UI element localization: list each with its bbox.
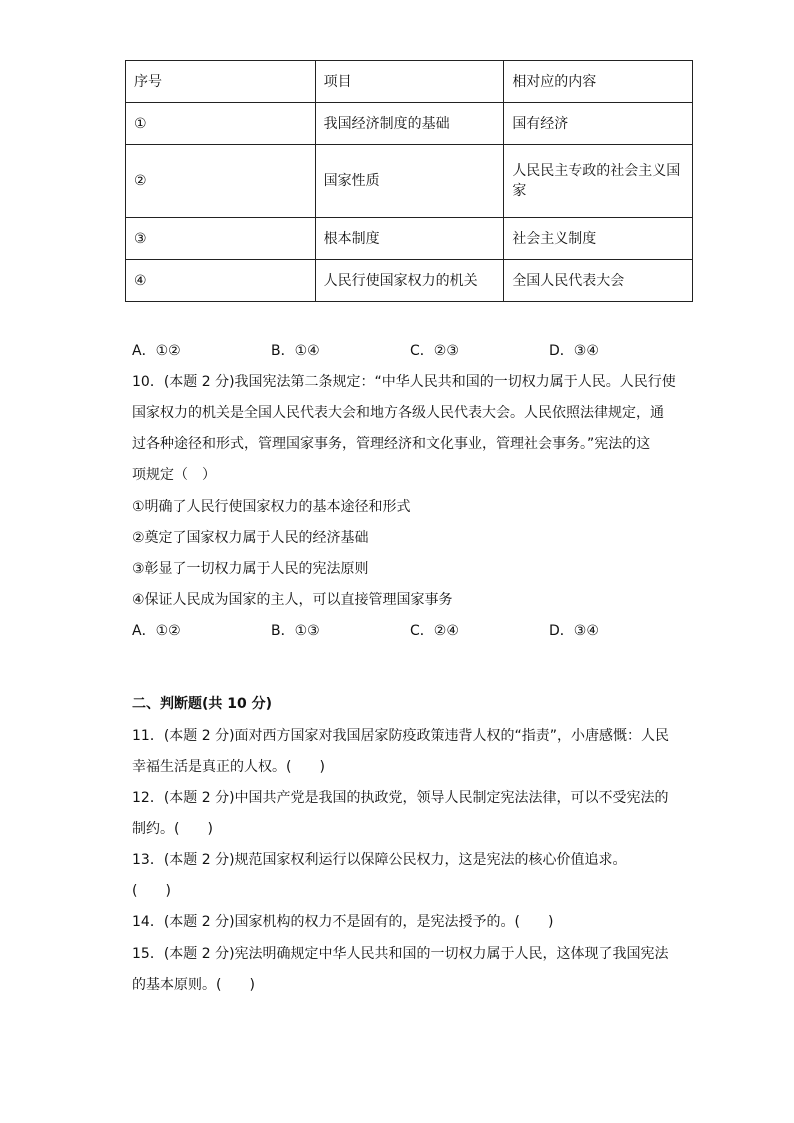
items-table bbox=[125, 60, 693, 302]
table-row bbox=[126, 218, 693, 260]
q10-stem-line: 10．(本题 2 分)我国宪法第二条规定：“中华人民共和国的一切权力属于人民。人民行使 bbox=[132, 374, 676, 390]
judge-question-line: 14．(本题 2 分)国家机构的权力不是固有的，是宪法授予的。( ) bbox=[132, 914, 554, 930]
table-cell: ③ bbox=[126, 218, 316, 260]
option-d[interactable]: D．③④ bbox=[549, 343, 599, 359]
table-header-cell: 序号 bbox=[126, 61, 316, 103]
q9-options bbox=[132, 341, 692, 361]
table-cell: 根本制度 bbox=[315, 218, 504, 260]
judge-question-line: 制约。( ) bbox=[132, 821, 213, 837]
table-row bbox=[126, 260, 693, 302]
judge-question-line: 13．(本题 2 分)规范国家权利运行以保障公民权力，这是宪法的核心价值追求。 bbox=[132, 852, 627, 868]
table-header-row bbox=[126, 61, 693, 103]
q10-statement: ③彰显了一切权力属于人民的宪法原则 bbox=[132, 561, 369, 577]
judge-question-line: 幸福生活是真正的人权。( ) bbox=[132, 759, 325, 775]
option-b[interactable]: B．①④ bbox=[271, 343, 320, 359]
table-cell: ① bbox=[126, 103, 316, 145]
table-cell: 人民民主专政的社会主义国家 bbox=[504, 145, 693, 218]
option-c[interactable]: C．②④ bbox=[410, 623, 459, 639]
judge-question-line: 15．(本题 2 分)宪法明确规定中华人民共和国的一切权力属于人民，这体现了我国宪法 bbox=[132, 946, 669, 962]
judge-question-line: 的基本原则。( ) bbox=[132, 977, 255, 993]
table-cell: 国家性质 bbox=[315, 145, 504, 218]
table-row bbox=[126, 145, 693, 218]
option-c[interactable]: C．②③ bbox=[410, 343, 459, 359]
option-b[interactable]: B．①③ bbox=[271, 623, 320, 639]
judge-question-line: ( ) bbox=[132, 883, 171, 899]
table-cell: ② bbox=[126, 145, 316, 218]
option-d[interactable]: D．③④ bbox=[549, 623, 599, 639]
section-title: 二、判断题(共 10 分) bbox=[132, 696, 273, 712]
table-cell: 我国经济制度的基础 bbox=[315, 103, 504, 145]
q10-options bbox=[132, 621, 692, 641]
judge-question-line: 11．(本题 2 分)面对西方国家对我国居家防疫政策违背人权的“指责”，小唐感慨：人民 bbox=[132, 728, 670, 744]
q10-stem-line: 项规定（ ） bbox=[132, 467, 216, 483]
q10-statement: ①明确了人民行使国家权力的基本途径和形式 bbox=[132, 499, 411, 515]
table-cell: 全国人民代表大会 bbox=[504, 260, 693, 302]
q10-statement: ④保证人民成为国家的主人，可以直接管理国家事务 bbox=[132, 592, 453, 608]
judge-question-line: 12．(本题 2 分)中国共产党是我国的执政党，领导人民制定宪法法律，可以不受宪法的 bbox=[132, 790, 669, 806]
table-cell: 社会主义制度 bbox=[504, 218, 693, 260]
table-cell: 国有经济 bbox=[504, 103, 693, 145]
q10-statement: ②奠定了国家权力属于人民的经济基础 bbox=[132, 530, 369, 546]
table-header-cell: 项目 bbox=[315, 61, 504, 103]
table-header-cell: 相对应的内容 bbox=[504, 61, 693, 103]
table-cell: ④ bbox=[126, 260, 316, 302]
option-a[interactable]: A．①② bbox=[132, 343, 181, 359]
q10-stem-line: 国家权力的机关是全国人民代表大会和地方各级人民代表大会。人民依照法律规定，通 bbox=[132, 405, 664, 421]
table-cell: 人民行使国家权力的机关 bbox=[315, 260, 504, 302]
option-a[interactable]: A．①② bbox=[132, 623, 181, 639]
table-row bbox=[126, 103, 693, 145]
q10-stem-line: 过各种途径和形式，管理国家事务，管理经济和文化事业，管理社会事务。”宪法的这 bbox=[132, 436, 651, 452]
